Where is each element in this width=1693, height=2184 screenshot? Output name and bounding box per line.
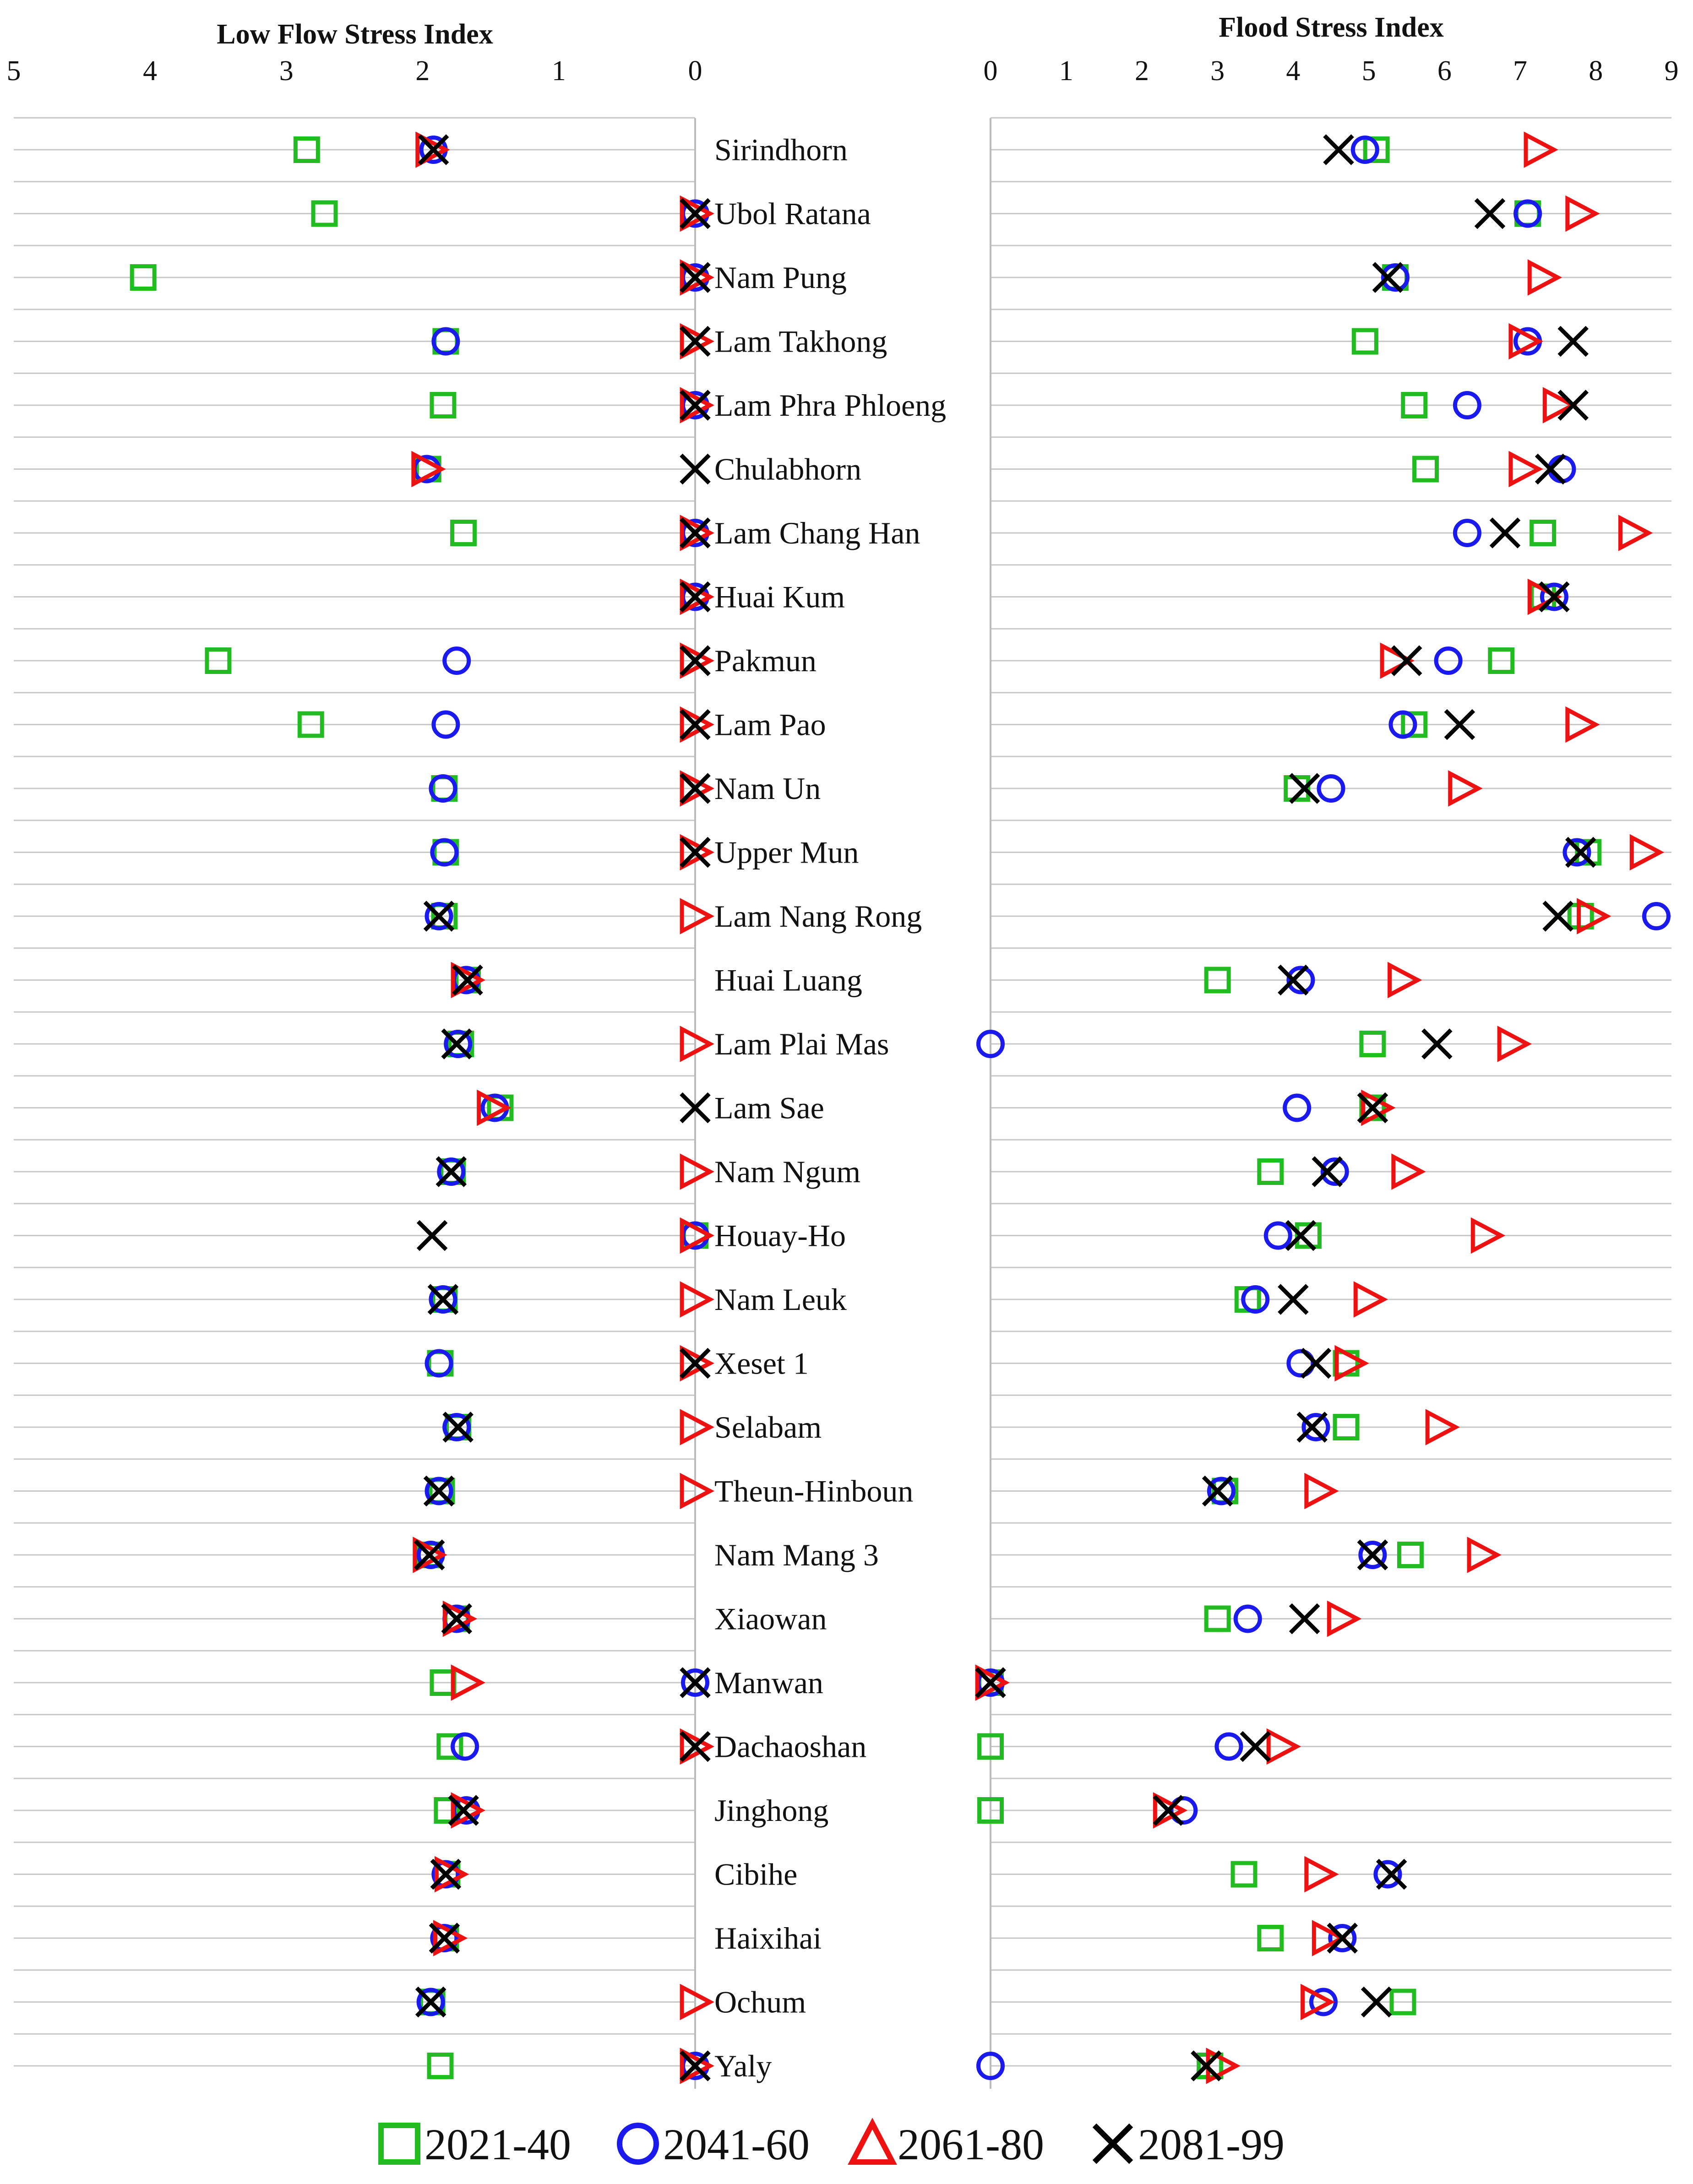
reservoir-label: Ochum	[714, 1984, 806, 2020]
reservoir-label: Ubol Ratana	[714, 196, 871, 231]
reservoir-label: Lam Chang Han	[714, 516, 920, 550]
low-flow-tick-label: 3	[279, 55, 294, 87]
reservoir-label: Nam Leuk	[714, 1282, 847, 1317]
reservoir-label: Jinghong	[714, 1793, 829, 1828]
reservoir-label: Chulabhorn	[714, 451, 862, 487]
flood-tick-label: 2	[1134, 55, 1149, 87]
legend-label: 2041-60	[663, 2120, 810, 2169]
low-flow-tick-label: 1	[551, 55, 566, 87]
reservoir-label: Upper Mun	[714, 835, 859, 870]
reservoir-label: Lam Pao	[714, 707, 826, 742]
flood-tick-label: 1	[1059, 55, 1073, 87]
reservoir-label: Lam Plai Mas	[714, 1027, 889, 1061]
flood-tick-label: 4	[1286, 55, 1301, 87]
reservoir-label: Lam Takhong	[714, 324, 887, 359]
flood-tick-label: 7	[1513, 55, 1528, 87]
reservoir-label: Nam Pung	[714, 260, 847, 295]
reservoir-label: Lam Nang Rong	[714, 899, 922, 934]
reservoir-label: Lam Phra Phloeng	[714, 388, 947, 423]
flood-tick-label: 5	[1361, 55, 1376, 87]
flood-tick-label: 8	[1589, 55, 1603, 87]
legend-label: 2021-40	[425, 2120, 571, 2169]
flood-tick-label: 9	[1664, 55, 1679, 87]
reservoir-label: Lam Sae	[714, 1090, 824, 1125]
reservoir-label: Xiaowan	[714, 1601, 827, 1636]
reservoir-label: Pakmun	[714, 643, 817, 678]
low-flow-tick-label: 5	[6, 55, 21, 87]
low-flow-tick-label: 0	[688, 55, 702, 87]
low-flow-tick-label: 2	[415, 55, 430, 87]
reservoir-label: Nam Un	[714, 771, 821, 806]
low-flow-tick-label: 4	[143, 55, 158, 87]
reservoir-label: Huai Kum	[714, 579, 845, 614]
low-flow-title: Low Flow Stress Index	[217, 19, 493, 50]
reservoir-label: Huai Luang	[714, 962, 862, 998]
flood-tick-label: 3	[1210, 55, 1225, 87]
flood-title: Flood Stress Index	[1219, 12, 1444, 43]
reservoir-label: Selabam	[714, 1410, 822, 1445]
reservoir-label: Nam Mang 3	[714, 1537, 879, 1572]
reservoir-label: Sirindhorn	[714, 132, 848, 167]
reservoir-label: Dachaoshan	[714, 1729, 867, 1764]
reservoir-label: Cibihe	[714, 1857, 798, 1892]
reservoir-label: Xeset 1	[714, 1346, 809, 1381]
legend-label: 2081-99	[1138, 2120, 1285, 2169]
reservoir-label: Houay-Ho	[714, 1218, 846, 1253]
reservoir-label: Manwan	[714, 1665, 823, 1700]
reservoir-label: Theun-Hinboun	[714, 1473, 914, 1509]
reservoir-label: Haixihai	[714, 1921, 822, 1956]
flood-tick-label: 6	[1437, 55, 1452, 87]
reservoir-label: Nam Ngum	[714, 1154, 861, 1189]
legend-label: 2061-80	[898, 2120, 1044, 2169]
reservoir-label: Yaly	[714, 2048, 772, 2083]
flood-tick-label: 0	[983, 55, 998, 87]
